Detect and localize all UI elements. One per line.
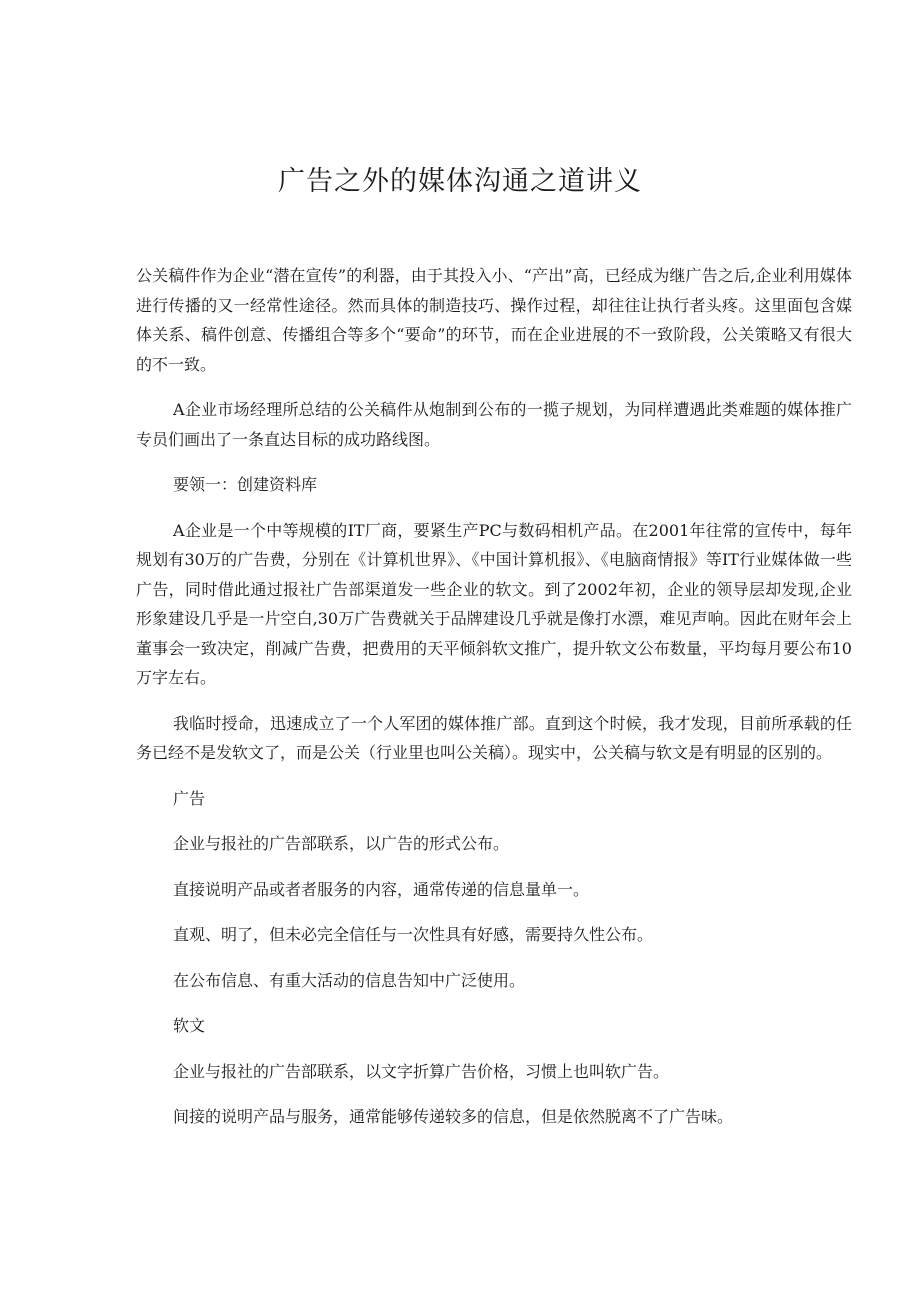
paragraph-ads-2: 直接说明产品或者者服务的内容，通常传递的信息量单一。 — [173, 879, 590, 899]
paragraph-ads-1: 企业与报社的广告部联系，以广告的形式公布。 — [173, 834, 510, 853]
paragraph-soft-1: 企业与报社的广告部联系，以文字折算广告价格，习惯上也叫软广告。 — [173, 1061, 670, 1081]
paragraph-assignment: 我临时授命，迅速成立了一个人军团的媒体推广部。直到这个时候，我才发现，目前所承载的任务已经不是发软文了，而是公关（行业里也叫公关稿）。现实中，公关稿与软文是有明显的区别的。 — [136, 713, 852, 762]
paragraph-background: A企业是一个中等规模的IT厂商，要紧生产PC与数码相机产品。在2001年往常的宣传中，每年规划有30万的广告费，分别在《计算机世界》、《中国计算机报》、《电脑商情报》等IT行业媒体做一些广告，同时借此通过报社广告部渠道发一些企业的软文。到了2002年初，企业的领导层却发现,企业形象建设几乎是一片空白,30万广告费就关于品牌建设几乎就是像打水漂，难见声响。因此在财年会上董事会一致决定，削减广告费，把费用的天平倾斜软文推广，提升软文公布数量，平均每月要公布10万字左右。 — [136, 520, 852, 687]
section-heading-ads: 广告 — [173, 788, 206, 808]
document-body — [136, 261, 852, 1148]
paragraph-ads-3: 直观、明了，但未必完全信任与一次性具有好感，需要持久性公布。 — [173, 925, 654, 944]
paragraph-soft-2: 间接的说明产品与服务，通常能够传递较多的信息，但是依然脱离不了广告味。 — [173, 1107, 734, 1126]
paragraph-intro: 公关稿件作为企业“潜在宣传”的利器，由于其投入小、“产出”高，已经成为继广告之后,企业利用媒体进行传播的又一经常性途径。然而具体的制造技巧、操作过程，却往往让执行者头疼。这里面包含媒体关系、稿件创意、传播组合等多个“要命”的环节，而在企业进展的不一致阶段，公关策略又有很大的不一致。 — [136, 266, 852, 374]
document-title: 广告之外的媒体沟通之道讲义 — [278, 166, 642, 197]
paragraph-ads-4: 在公布信息、有重大活动的信息告知中广泛使用。 — [173, 970, 526, 990]
paragraph-summary: A企业市场经理所总结的公关稿件从炮制到公布的一揽子规划，为同样遭遇此类难题的媒体推广专员们画出了一条直达目标的成功路线图。 — [136, 400, 852, 449]
section-heading: 要领一：创建资料库 — [173, 475, 318, 494]
section-heading-soft: 软文 — [173, 1016, 206, 1035]
